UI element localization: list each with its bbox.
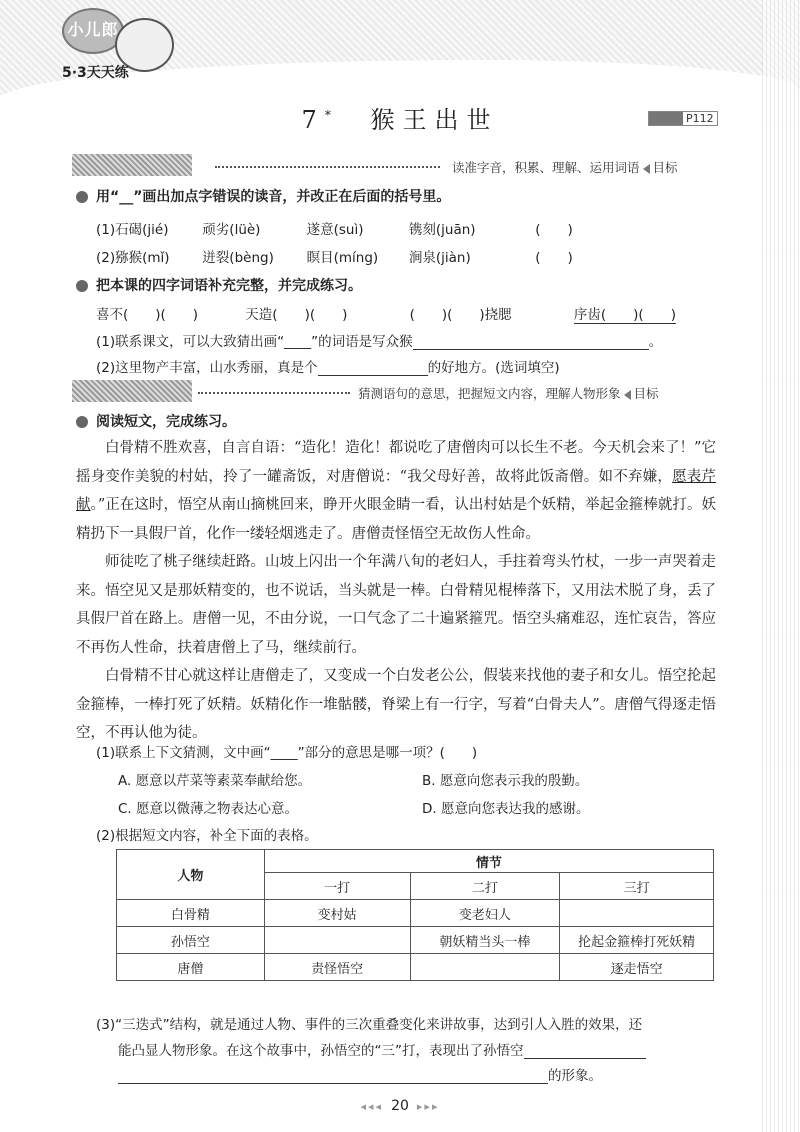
reading-passage — [76, 434, 716, 748]
para-text: 。”正在这时，悟空从南山摘桃回来，睁开火眼金睛一看，认出村姑是个妖精，举起金箍棒就打。妖精扔下一具假尸首，化作一缕轻烟逃走了。唐僧责怪悟空无故伤人性命。 — [76, 497, 716, 542]
table-blank-cell[interactable] — [410, 954, 560, 981]
ornament-icon: ◂◂◂ — [360, 1100, 384, 1113]
page-reference-text: P112 — [686, 112, 714, 125]
table-subheader: 一打 — [264, 873, 410, 900]
section-divider-2 — [198, 392, 350, 394]
table-row — [117, 927, 714, 954]
lesson-name: 猴王出世 — [370, 106, 499, 134]
table-cell: 变村姑 — [264, 900, 410, 927]
word-fill[interactable]: 序齿( )( ) — [574, 303, 676, 324]
table-cell: 责怪悟空 — [264, 954, 410, 981]
answer-line[interactable] — [118, 1083, 548, 1084]
table-row — [117, 954, 714, 981]
table-header-person: 人物 — [117, 850, 265, 900]
table-cell: 唐僧 — [117, 954, 265, 981]
q3-sub-3-line-2 — [118, 1039, 646, 1059]
q1-row-1 — [96, 218, 573, 238]
table-subheader: 二打 — [410, 873, 560, 900]
table-cell: 朝妖精当头一棒 — [410, 927, 560, 954]
q1-item: 遂意(suì) — [306, 222, 364, 238]
q3-sub-1: (1)联系上下文猜测，文中画“____”部分的意思是哪一项？( ) — [96, 745, 478, 761]
table-blank-cell[interactable] — [264, 927, 410, 954]
section-banner-2 — [72, 380, 192, 402]
q1-row-2 — [96, 246, 573, 266]
edge-pattern — [762, 0, 800, 1132]
q2-words — [96, 303, 676, 324]
table-cell: 孙悟空 — [117, 927, 265, 954]
goal-label: 目标 — [633, 386, 659, 401]
underlined-phrase: 愿表芹献 — [76, 468, 717, 513]
option-d[interactable]: D. 愿意向您表达我的感谢。 — [422, 801, 590, 817]
q2-title: 把本课的四字词语补充完整，并完成练习。 — [96, 278, 362, 294]
section-goal-2 — [358, 384, 659, 402]
answer-line[interactable] — [318, 375, 428, 376]
goal-label: 目标 — [652, 160, 678, 175]
passage-paragraph-3: 白骨精不甘心就这样让唐僧走了，又变成一个白发老公公，假装来找他的妻子和女儿。悟空抡起金箍棒，一棒打死了妖精。妖精化作一堆骷髅，脊梁上有一行字，写着“白骨夫人”。唐僧气得逐走悟空，不再认他为徒。 — [76, 668, 716, 741]
answer-blank[interactable]: ( ) — [535, 222, 573, 238]
word-fill[interactable]: 天造( )( ) — [245, 307, 348, 323]
series-name: 5·3天天练 — [62, 65, 129, 81]
q2-sub1-text: (1)联系课文，可以大致猜出画“____”的词语是写众猴 — [96, 334, 413, 350]
q3-sub3-text: 能凸显人物形象。在这个故事中，孙悟空的“三”打，表现出了孙悟空 — [118, 1043, 524, 1059]
option-c[interactable]: C. 愿意以微薄之物表达心意。 — [118, 801, 299, 817]
word-fill[interactable]: 喜不( )( ) — [96, 307, 199, 323]
answer-blank[interactable]: ( ) — [535, 250, 573, 266]
passage-paragraph-1 — [76, 434, 716, 548]
option-b[interactable]: B. 愿意向您表示我的殷勤。 — [422, 773, 589, 789]
section-divider-1 — [215, 166, 440, 168]
punct: 。 — [648, 334, 663, 350]
table-cell: 白骨精 — [117, 900, 265, 927]
answer-line[interactable] — [413, 349, 649, 350]
q3-sub3-tail: 的形象。 — [548, 1068, 602, 1084]
table-blank-cell[interactable] — [560, 900, 714, 927]
q2-sub-1 — [96, 330, 662, 350]
lesson-star: * — [324, 108, 331, 122]
q1-item: 瞑目(míng) — [306, 250, 379, 266]
q1-item: 镌刻(juān) — [408, 222, 476, 238]
ornament-icon: ▸▸▸ — [416, 1100, 440, 1113]
question-icon — [76, 416, 88, 428]
q1-item: 顽劣(lüè) — [202, 222, 261, 238]
page-footer — [0, 1098, 800, 1114]
table-subheader: 三打 — [560, 873, 714, 900]
lesson-number: 7 — [301, 106, 325, 134]
passage-paragraph-2: 师徒吃了桃子继续赶路。山坡上闪出一个年满八旬的老妇人，手拄着弯头竹杖，一步一声哭着走来。悟空见又是那妖精变的，也不说话，当头就是一棒。白骨精见棍棒落下，又用法术脱了身，丢了具假尸首在路上。唐僧一见，不由分说，一口气念了二十遍紧箍咒。悟空头痛难忍，连忙哀告，答应不再伤人性命，扶着唐僧上了马，继续前行。 — [76, 554, 716, 656]
answer-line[interactable] — [524, 1058, 646, 1059]
table-cell: 逐走悟空 — [560, 954, 714, 981]
arrow-icon — [624, 390, 631, 400]
table-cell: 变老妇人 — [410, 900, 560, 927]
q2-sub2-tail: 的好地方。(选词填空) — [427, 360, 560, 376]
page-reference — [648, 111, 718, 126]
q1-title: 用“__”画出加点字错误的读音，并改正在后面的括号里。 — [96, 189, 451, 205]
para-text: 白骨精不胜欢喜，自言自语：“造化！造化！都说吃了唐僧肉可以长生不老。今天机会来了！”它摇身变作美貌的村姑，拎了一罐斋饭，对唐僧说：“我父母好善，故将此饭斋僧。如不弃嫌， — [76, 440, 716, 485]
table-row — [117, 900, 714, 927]
table-header-plot: 情节 — [264, 850, 713, 873]
section-banner-1 — [72, 154, 192, 176]
q1-item: (2)猕猴(mǐ) — [96, 250, 170, 266]
q3-title: 阅读短文，完成练习。 — [96, 414, 236, 430]
option-a[interactable]: A. 愿意以芹菜等素菜奉献给您。 — [118, 773, 312, 789]
table-cell: 抡起金箍棒打死妖精 — [560, 927, 714, 954]
q1-item: 迸裂(bèng) — [202, 250, 274, 266]
arrow-icon — [643, 164, 650, 174]
section-goal-1 — [452, 158, 678, 176]
q2-sub2-text: (2)这里物产丰富，山水秀丽，真是个 — [96, 360, 318, 376]
q2-sub-2 — [96, 356, 560, 376]
word-fill[interactable]: ( )( )挠腮 — [409, 307, 512, 323]
q1-item: (1)石碣(jié) — [96, 222, 169, 238]
question-icon — [76, 191, 88, 203]
question-icon — [76, 280, 88, 292]
brand-logo: 小儿郎 — [62, 8, 124, 54]
q3-sub-3-line-1: (3)“三迭式”结构，就是通过人物、事件的三次重叠变化来讲故事，达到引人入胜的效果，还 — [96, 1017, 643, 1033]
q3-sub-2: (2)根据短文内容，补全下面的表格。 — [96, 828, 318, 844]
q1-item: 涧泉(jiàn) — [408, 250, 471, 266]
goal-text: 猜测语句的意思，把握短文内容，理解人物形象 — [358, 386, 621, 401]
q3-sub-3-line-3 — [118, 1064, 602, 1084]
goal-text: 读准字音，积累、理解、运用词语 — [452, 160, 640, 175]
page-number: 20 — [391, 1098, 409, 1114]
plot-table — [116, 849, 714, 981]
